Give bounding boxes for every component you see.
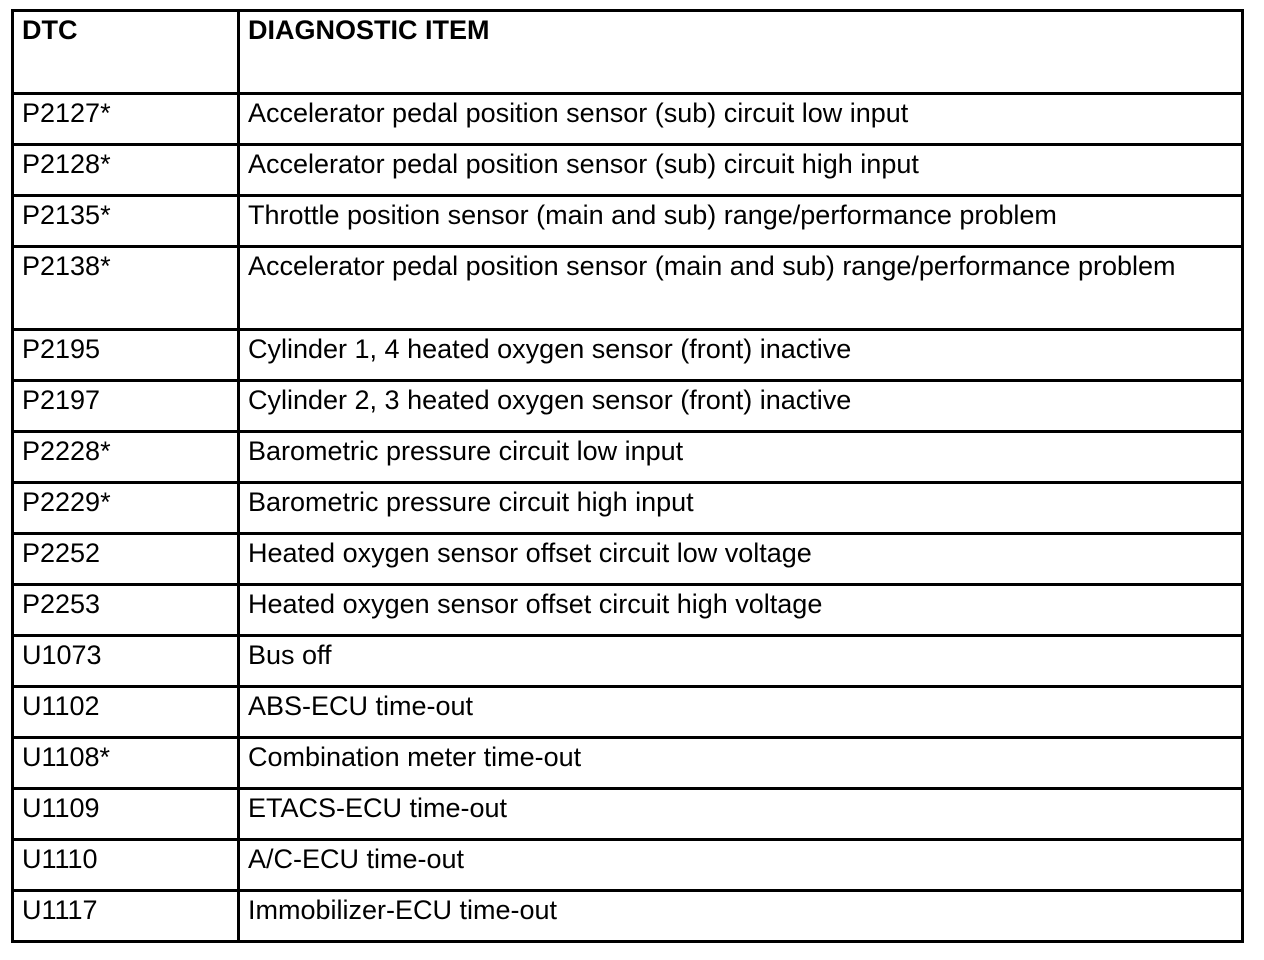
table-row xyxy=(13,432,1243,483)
diagnostic-item: ABS-ECU time-out xyxy=(239,687,1243,738)
diagnostic-item: ETACS-ECU time-out xyxy=(239,789,1243,840)
dtc-code: U1109 xyxy=(13,789,239,840)
dtc-code: P2197 xyxy=(13,381,239,432)
header-diagnostic-item: DIAGNOSTIC ITEM xyxy=(239,11,1243,94)
table-row xyxy=(13,196,1243,247)
table-header xyxy=(13,11,1243,94)
diagnostic-item: Heated oxygen sensor offset circuit low voltage xyxy=(239,534,1243,585)
diagnostic-item: Heated oxygen sensor offset circuit high voltage xyxy=(239,585,1243,636)
table-row xyxy=(13,840,1243,891)
dtc-code: P2252 xyxy=(13,534,239,585)
dtc-code: P2135* xyxy=(13,196,239,247)
header-row xyxy=(13,11,1243,94)
diagnostic-item: Immobilizer-ECU time-out xyxy=(239,891,1243,942)
header-dtc: DTC xyxy=(13,11,239,94)
table-row xyxy=(13,534,1243,585)
dtc-code: P2138* xyxy=(13,247,239,330)
dtc-code: P2127* xyxy=(13,94,239,145)
table-row xyxy=(13,738,1243,789)
dtc-table xyxy=(11,9,1244,943)
diagnostic-item: Cylinder 1, 4 heated oxygen sensor (front) inactive xyxy=(239,330,1243,381)
diagnostic-item: Barometric pressure circuit low input xyxy=(239,432,1243,483)
dtc-code: U1108* xyxy=(13,738,239,789)
table-row xyxy=(13,145,1243,196)
dtc-code: P2228* xyxy=(13,432,239,483)
dtc-code: P2229* xyxy=(13,483,239,534)
dtc-code: U1110 xyxy=(13,840,239,891)
diagnostic-item: Bus off xyxy=(239,636,1243,687)
diagnostic-item: Cylinder 2, 3 heated oxygen sensor (front) inactive xyxy=(239,381,1243,432)
dtc-code: P2128* xyxy=(13,145,239,196)
dtc-code: U1102 xyxy=(13,687,239,738)
diagnostic-item: Accelerator pedal position sensor (main and sub) range/performance problem xyxy=(239,247,1243,330)
dtc-code: P2253 xyxy=(13,585,239,636)
table-row xyxy=(13,483,1243,534)
table-row xyxy=(13,585,1243,636)
table-row xyxy=(13,247,1243,330)
diagnostic-item: Combination meter time-out xyxy=(239,738,1243,789)
diagnostic-item: Barometric pressure circuit high input xyxy=(239,483,1243,534)
dtc-code: P2195 xyxy=(13,330,239,381)
table-body xyxy=(13,94,1243,942)
table-row xyxy=(13,636,1243,687)
diagnostic-item: Accelerator pedal position sensor (sub) circuit high input xyxy=(239,145,1243,196)
table-row xyxy=(13,381,1243,432)
dtc-code: U1073 xyxy=(13,636,239,687)
table-row xyxy=(13,891,1243,942)
dtc-code: U1117 xyxy=(13,891,239,942)
table-row xyxy=(13,94,1243,145)
diagnostic-item: Accelerator pedal position sensor (sub) circuit low input xyxy=(239,94,1243,145)
diagnostic-item: A/C-ECU time-out xyxy=(239,840,1243,891)
diagnostic-item: Throttle position sensor (main and sub) range/performance problem xyxy=(239,196,1243,247)
table-row xyxy=(13,789,1243,840)
table-row xyxy=(13,330,1243,381)
table-row xyxy=(13,687,1243,738)
